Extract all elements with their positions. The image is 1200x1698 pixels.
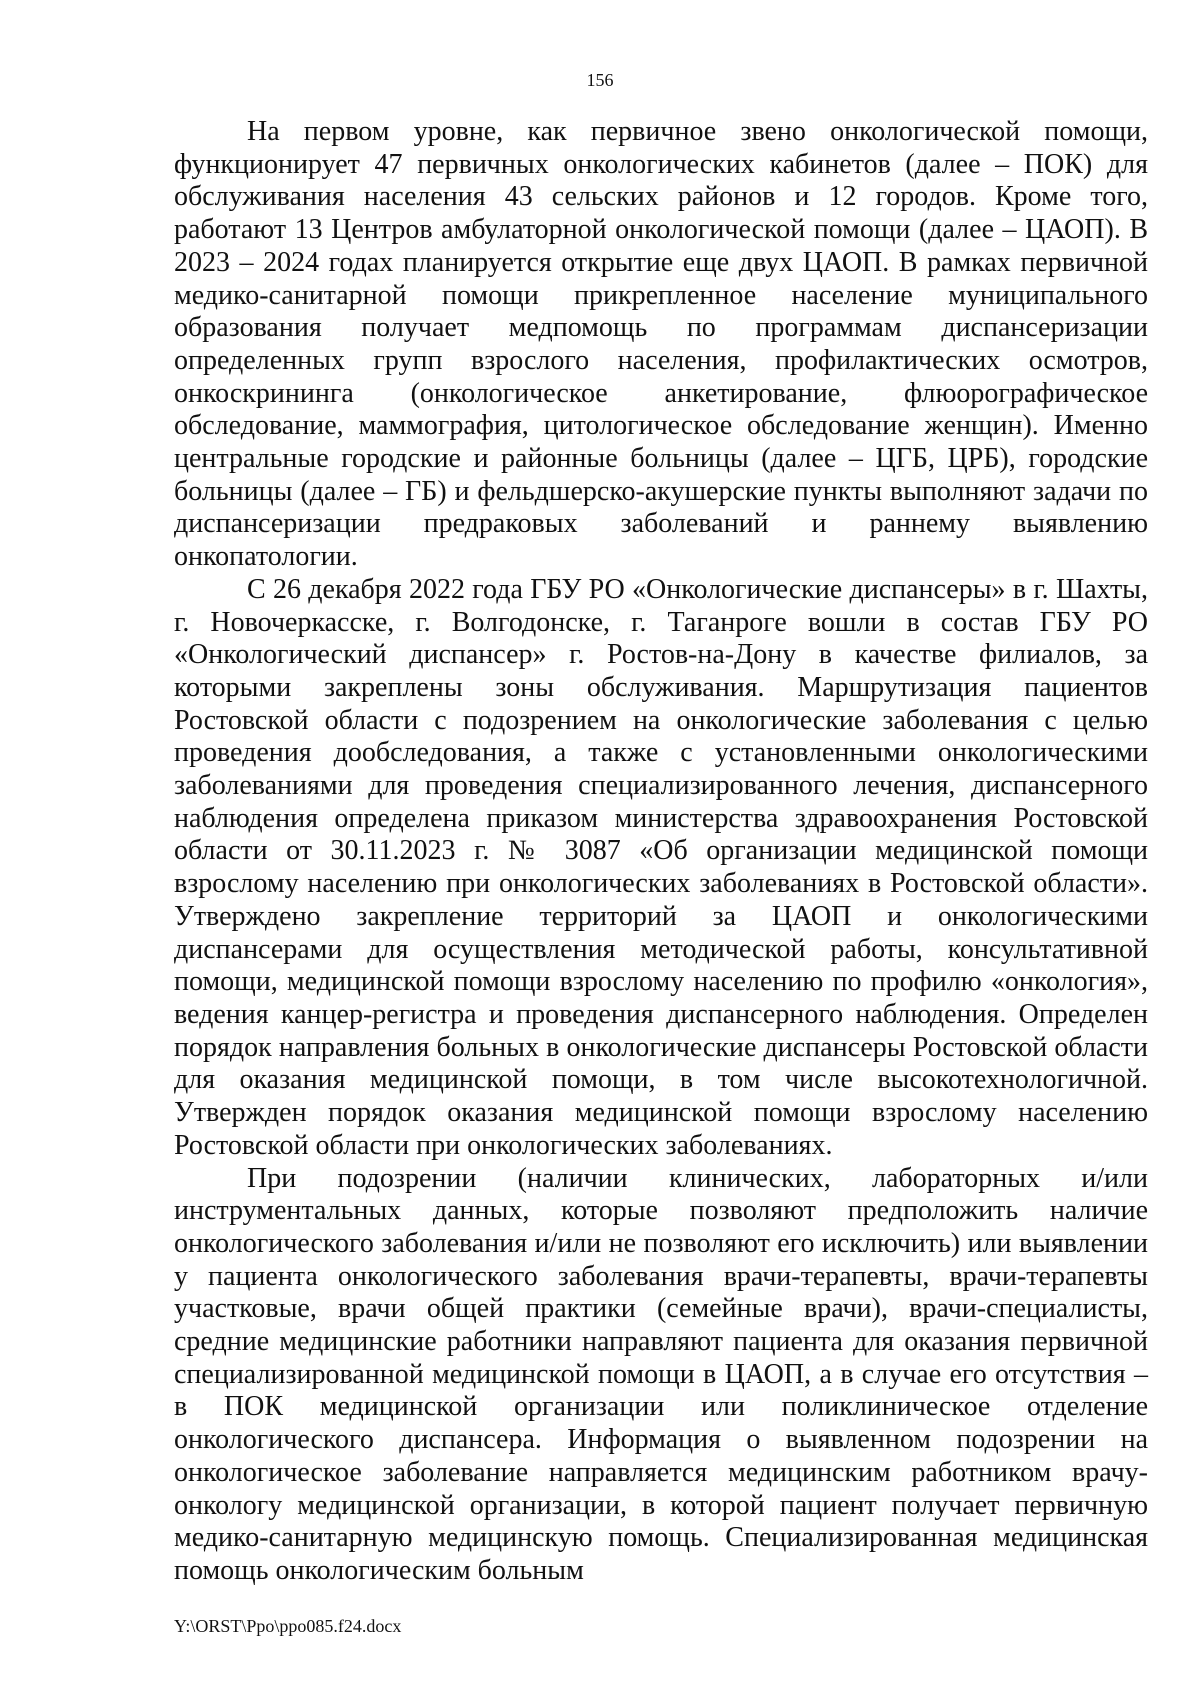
paragraph-primary-care-level: На первом уровне, как первичное звено онкологической помощи, функционирует 47 первичных онкологических кабинетов (далее – ПОК) для обслуживания населения 43 сельских районов и 12 городов. Кроме того, работают 13 Центров амбулаторной онкологической помощи (далее – ЦАОП). В 2023 – 2024 годах планируется открытие еще двух ЦАОП. В рамках первичной медико-санитарной помощи прикрепленное население муниципального образования получает медпомощь по программам диспансеризации определенных групп взрослого населения, профилактических осмотров, онкоскрининга (онкологическое анкетирование, флюорографическое обследование, маммография, цитологическое обследование женщин). Именно центральные городские и районные больницы (далее – ЦГБ, ЦРБ), городские больницы (далее – ГБ) и фельдшерско-акушерские пункты выполняют задачи по диспансеризации предраковых заболеваний и раннему выявлению онкопатологии. <box>174 116 1148 573</box>
page-number: 156 <box>586 70 614 90</box>
paragraph-dispensary-merger: С 26 декабря 2022 года ГБУ РО «Онкологические диспансеры» в г. Шахты, г. Новочеркасске, г. Волгодонске, г. Таганроге вошли в состав ГБУ РО «Онкологический диспансер» г. Ростов-на-Дону в качестве филиалов, за которыми закреплены зоны обслуживания. Маршрутизация пациентов Ростовской области с подозрением на онкологические заболевания с целью проведения дообследования, а также с установленными онкологическими заболеваниями для проведения специализированного лечения, диспансерного наблюдения определена приказом министерства здравоохранения Ростовской области от 30.11.2023 г. № 3087 «Об организации медицинской помощи взрослому населению при онкологических заболеваниях в Ростовской области». Утверждено закрепление территорий за ЦАОП и онкологическими диспансерами для осуществления методической работы, консультативной помощи, медицинской помощи взрослому населению по профилю «онкология», ведения канцер-регистра и проведения диспансерного наблюдения. Определен порядок направления больных в онкологические диспансеры Ростовской области для оказания медицинской помощи, в том числе высокотехнологичной. Утвержден порядок оказания медицинской помощи взрослому населению Ростовской области при онкологических заболеваниях. <box>174 573 1148 1161</box>
paragraph-referral-procedure: При подозрении (наличии клинических, лабораторных и/или инструментальных данных, которые позволяют предположить наличие онкологического заболевания и/или не позволяют его исключить) или выявлении у пациента онкологического заболевания врачи-терапевты, врачи-терапевты участковые, врачи общей практики (семейные врачи), врачи-специалисты, средние медицинские работники направляют пациента для оказания первичной специализированной медицинской помощи в ЦАОП, а в случае его отсутствия – в ПОК медицинской организации или поликлиническое отделение онкологического диспансера. Информация о выявленном подозрении на онкологическое заболевание направляется медицинским работником врачу-онкологу медицинской организации, в которой пациент получает первичную медико-санитарную медицинскую помощь. Специализированная медицинская помощь онкологическим больным <box>174 1162 1148 1586</box>
footer-file-path: Y:\ORST\Ppo\ppo085.f24.docx <box>174 1616 402 1636</box>
document-body <box>174 116 1148 1588</box>
